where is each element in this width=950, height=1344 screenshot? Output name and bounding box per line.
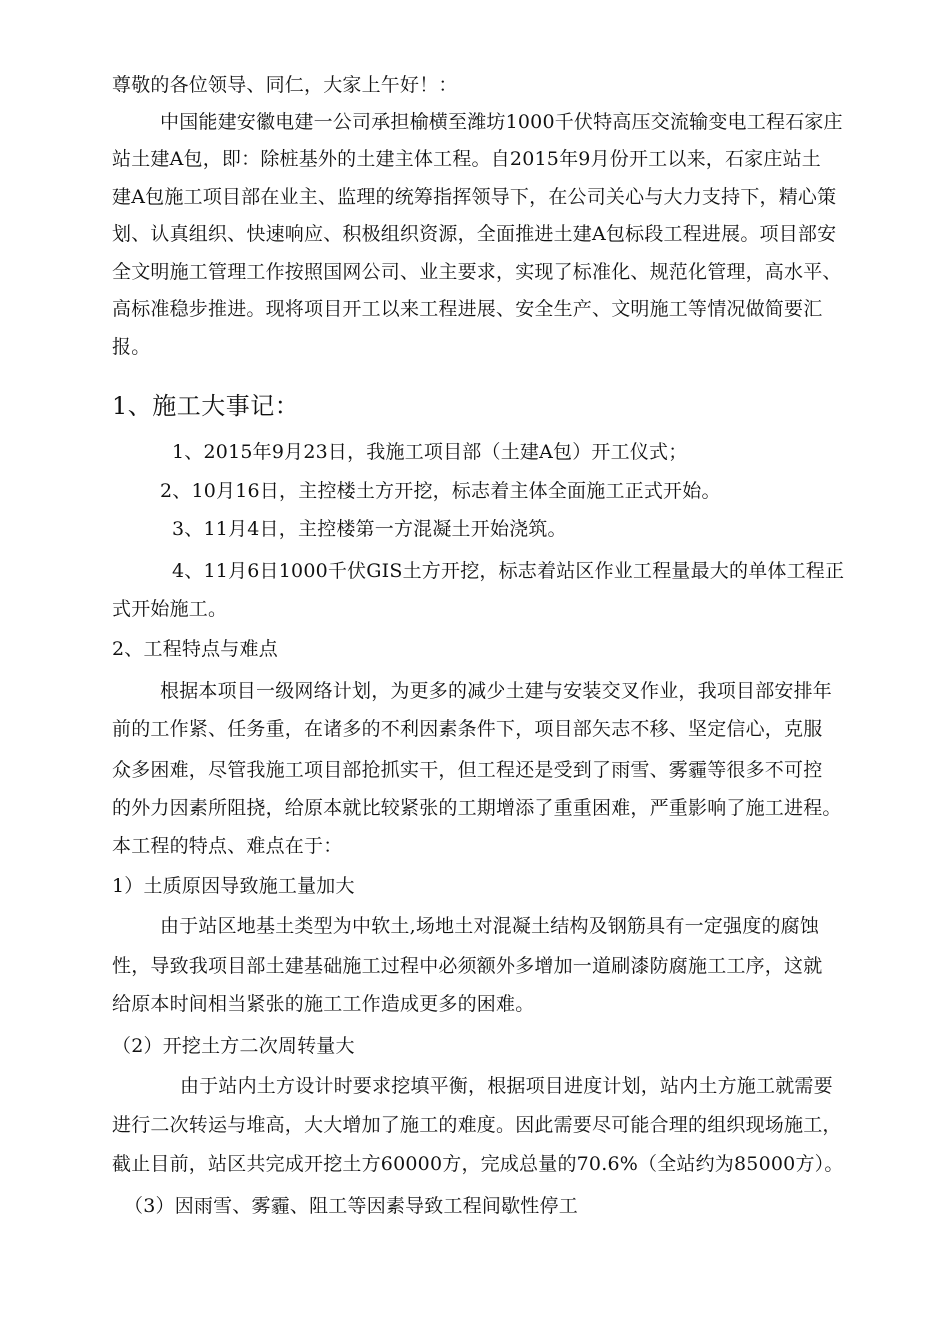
intro-line: 划、认真组织、快速响应、积极组织资源，全面推进土建A包标段工程进展。项目部安	[112, 223, 837, 245]
greeting-line: 尊敬的各位领导、同仁，大家上午好！：	[112, 74, 458, 96]
soil-line: 性，导致我项目部土建基础施工过程中必须额外多增加一道刷漆防腐施工工序，这就	[112, 955, 823, 977]
event-item: 式开始施工。	[112, 598, 228, 620]
intro-line: 中国能建安徽电建一公司承担榆横至潍坊1000千伏特高压交流输变电工程石家庄	[160, 111, 843, 133]
intro-line: 高标准稳步推进。现将项目开工以来工程进展、安全生产、文明施工等情况做简要汇	[112, 298, 823, 320]
intro-line: 建A包施工项目部在业主、监理的统筹指挥领导下，在公司关心与大力支持下，精心策	[112, 186, 837, 208]
soil-line: 给原本时间相当紧张的施工工作造成更多的困难。	[112, 993, 535, 1015]
features-line: 根据本项目一级网络计划，为更多的减少土建与安装交叉作业，我项目部安排年	[160, 680, 833, 702]
features-line: 本工程的特点、难点在于：	[112, 835, 343, 857]
features-line: 前的工作紧、任务重，在诸多的不利因素条件下，项目部矢志不移、坚定信心，克服	[112, 718, 823, 740]
soil-line: 由于站区地基土类型为中软土,场地土对混凝土结构及钢筋具有一定强度的腐蚀	[160, 915, 820, 937]
earthwork-line: 进行二次转运与堆高，大大增加了施工的难度。因此需要尽可能合理的组织现场施工，	[112, 1114, 842, 1136]
intro-line: 站土建A包，即：除桩基外的土建主体工程。自2015年9月份开工以来，石家庄站土	[112, 148, 821, 170]
event-item: 3、11月4日，主控楼第一方混凝土开始浇筑。	[172, 518, 567, 540]
event-item: 2、10月16日，主控楼土方开挖，标志着主体全面施工正式开始。	[160, 480, 721, 502]
event-item: 4、11月6日1000千伏GIS土方开挖，标志着站区作业工程量最大的单体工程正	[172, 560, 845, 582]
features-line: 众多困难，尽管我施工项目部抢抓实干，但工程还是受到了雨雪、雾霾等很多不可控	[112, 759, 823, 781]
subheading-earthwork: （2）开挖土方二次周转量大	[112, 1035, 355, 1057]
event-item: 1、2015年9月23日，我施工项目部（土建A包）开工仪式；	[172, 441, 688, 463]
section-heading-events: 1、施工大事记：	[112, 392, 300, 420]
features-line: 的外力因素所阻挠，给原本就比较紧张的工期增添了重重困难，严重影响了施工进程。	[112, 797, 842, 819]
earthwork-line: 截止目前，站区共完成开挖土方60000方，完成总量的70.6%（全站约为85000方）。	[112, 1153, 844, 1175]
subheading-soil: 1）土质原因导致施工量加大	[112, 875, 355, 897]
intro-line: 报。	[112, 336, 151, 358]
section-heading-features: 2、工程特点与难点	[112, 638, 278, 660]
subheading-weather: （3）因雨雪、雾霾、阻工等因素导致工程间歇性停工	[124, 1195, 578, 1217]
intro-line: 全文明施工管理工作按照国网公司、业主要求，实现了标准化、规范化管理，高水平、	[112, 261, 842, 283]
earthwork-line: 由于站内土方设计时要求挖填平衡，根据项目进度计划，站内土方施工就需要	[180, 1075, 833, 1097]
